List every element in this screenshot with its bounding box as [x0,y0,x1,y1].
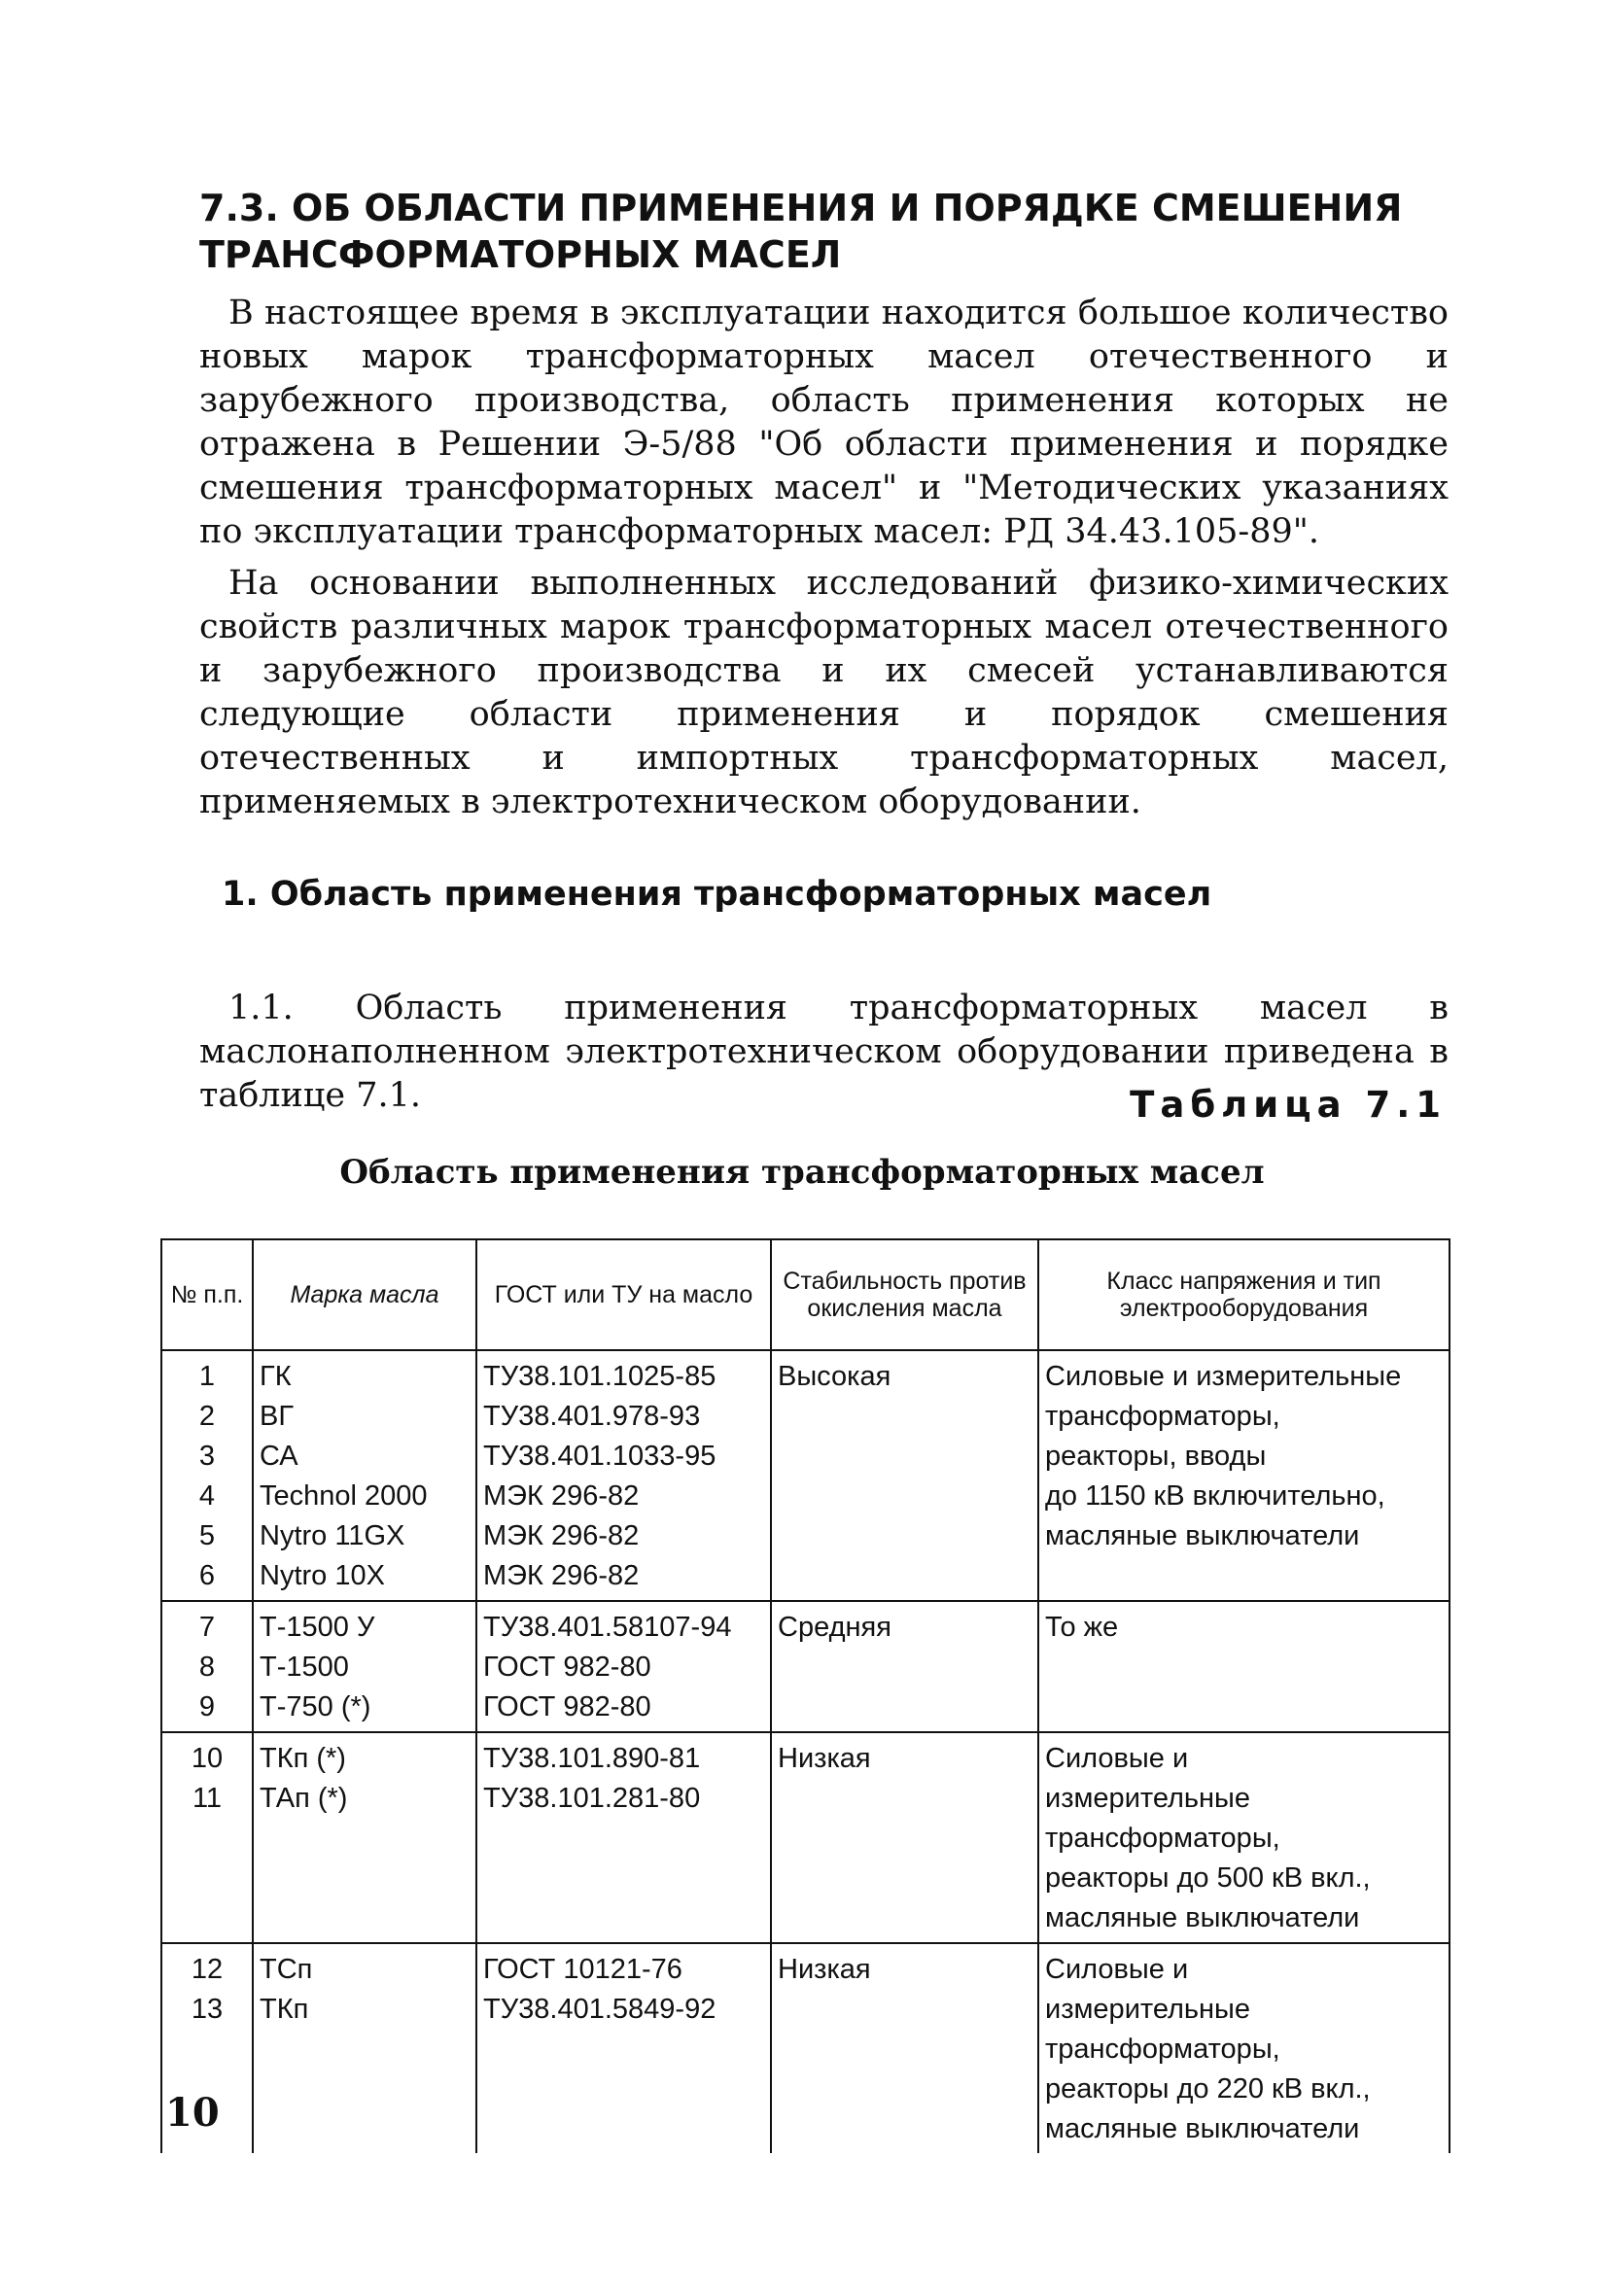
cell-brand-line: Т-750 (*) [260,1691,371,1722]
cell-brand-line: Technol 2000 [260,1480,428,1512]
cell-gost-line: ТУ38.401.5849-92 [483,1994,716,2025]
cell-gost-line: ТУ38.101.890-81 [483,1743,701,1774]
cell-num-line: 3 [198,1441,216,1472]
cell-brand [253,1943,476,2153]
header-voltage: Класс напряжения и тип электрооборудования [1038,1239,1450,1350]
cell-voltage [1038,1601,1450,1732]
cell-gost [476,1601,771,1732]
subsection-paragraph: 1.1. Область применения трансформаторных масел в маслонаполненном электротехническом оборудовании приведена в таблице 7.1. [199,989,1449,1115]
cell-num-line: 5 [198,1520,216,1551]
page-number: 10 [165,2090,220,2136]
cell-gost-line: МЭК 296-82 [483,1560,640,1591]
cell-voltage-line: Силовые и [1045,1954,1189,1985]
cell-voltage-line: масляные выключатели [1045,2113,1360,2144]
section-title [199,185,1463,278]
cell-brand-line: ТКп (*) [260,1743,346,1774]
cell-voltage-line: масляные выключатели [1045,1902,1360,1933]
cell-gost-line: ТУ38.401.978-93 [483,1401,701,1432]
cell-stability: Низкая [771,1943,1038,2153]
cell-stability: Низкая [771,1732,1038,1943]
cell-voltage-line: измерительные [1045,1994,1251,2025]
cell-brand-line: ТСп [260,1954,313,1985]
cell-num-line: 9 [198,1691,216,1722]
table-row [161,1943,1450,2153]
cell-voltage-line: трансформаторы, [1045,2034,1280,2065]
cell-num-line: 6 [198,1560,216,1591]
section-title-line: 7.3. ОБ ОБЛАСТИ ПРИМЕНЕНИЯ И ПОРЯДКЕ СМЕШЕНИЯ [199,187,1403,229]
cell-num-line: 8 [198,1652,216,1683]
cell-voltage-line: масляные выключатели [1045,1520,1360,1551]
cell-gost [476,1732,771,1943]
cell-num-line: 10 [191,1743,224,1774]
cell-brand-line: Nytro 11GX [260,1520,405,1551]
cell-num-line: 1 [198,1361,216,1392]
cell-num [161,1732,253,1943]
basis-paragraph: На основании выполненных исследований физико-химических свойств различных марок трансформаторных масел отечественного и зарубежного производства и их смесей устанавливаются следующие области применения и порядок смешения отечественных и импортных трансформаторных масел, применяемых в электротехническом оборудовании. [199,564,1449,821]
header-stability: Стабильность против окисления масла [771,1239,1038,1350]
cell-brand-line: Т-1500 У [260,1612,375,1643]
oil-application-table [160,1238,1450,2153]
table-label: Таблица 7.1 [1130,1084,1447,1126]
table-row [161,1601,1450,1732]
cell-brand-line: ВГ [260,1401,295,1432]
cell-brand-line: ТАп (*) [260,1783,348,1814]
cell-brand-line: ГК [260,1361,292,1392]
table-header-row [161,1239,1450,1350]
cell-brand-line: ТКп [260,1994,309,2025]
section-title-line: ТРАНСФОРМАТОРНЫХ МАСЕЛ [199,233,842,276]
cell-voltage-line: реакторы, вводы [1045,1441,1267,1472]
cell-num-line: 2 [198,1401,216,1432]
cell-gost [476,1350,771,1601]
cell-voltage-line: Силовые и измерительные [1045,1361,1402,1392]
cell-num [161,1350,253,1601]
header-num: № п.п. [161,1239,253,1350]
header-gost: ГОСТ или ТУ на масло [476,1239,771,1350]
table-row [161,1350,1450,1601]
cell-stability: Средняя [771,1601,1038,1732]
cell-brand [253,1350,476,1601]
cell-gost-line: ТУ38.401.58107-94 [483,1612,732,1643]
cell-brand [253,1732,476,1943]
cell-num-line: 4 [198,1480,216,1512]
cell-voltage-line: реакторы до 500 кВ вкл., [1045,1862,1371,1894]
table-row [161,1732,1450,1943]
cell-brand-line: Nytro 10X [260,1560,385,1591]
cell-num-line: 7 [198,1612,216,1643]
cell-voltage [1038,1732,1450,1943]
cell-voltage [1038,1350,1450,1601]
subsection-heading: 1. Область применения трансформаторных масел [222,875,1212,914]
cell-stability: Высокая [771,1350,1038,1601]
cell-gost-line: ГОСТ 982-80 [483,1691,651,1722]
header-brand: Марка масла [253,1239,476,1350]
cell-brand-line: Т-1500 [260,1652,349,1683]
cell-gost-line: ТУ38.401.1033-95 [483,1441,716,1472]
cell-num-line: 12 [191,1954,224,1985]
intro-paragraph: В настоящее время в эксплуатации находится большое количество новых марок трансформаторных масел отечественного и зарубежного производства, область применения которых не отражена в Решении Э-5/88 "Об области применения и порядке смешения трансформаторных масел" и "Методических указаниях по эксплуатации трансформаторных масел: РД 34.43.105-89". [199,294,1449,551]
cell-voltage-line: трансформаторы, [1045,1401,1280,1432]
cell-voltage-line: Силовые и [1045,1743,1189,1774]
cell-gost-line: МЭК 296-82 [483,1520,640,1551]
cell-num-line: 11 [192,1783,223,1814]
cell-voltage-line: То же [1045,1612,1119,1643]
cell-num-line: 13 [191,1994,224,2025]
cell-voltage-line: до 1150 кВ включительно, [1045,1480,1385,1512]
cell-voltage [1038,1943,1450,2153]
cell-gost [476,1943,771,2153]
cell-gost-line: ГОСТ 10121-76 [483,1954,682,1985]
cell-voltage-line: трансформаторы, [1045,1823,1280,1854]
cell-gost-line: ГОСТ 982-80 [483,1652,651,1683]
cell-gost-line: ТУ38.101.281-80 [483,1783,701,1814]
cell-gost-line: МЭК 296-82 [483,1480,640,1512]
cell-gost-line: ТУ38.101.1025-85 [483,1361,716,1392]
cell-voltage-line: реакторы до 220 кВ вкл., [1045,2073,1371,2105]
cell-brand [253,1601,476,1732]
cell-num [161,1601,253,1732]
cell-voltage-line: измерительные [1045,1783,1251,1814]
table-caption: Область применения трансформаторных масел [339,1153,1265,1192]
cell-brand-line: СА [260,1441,298,1472]
